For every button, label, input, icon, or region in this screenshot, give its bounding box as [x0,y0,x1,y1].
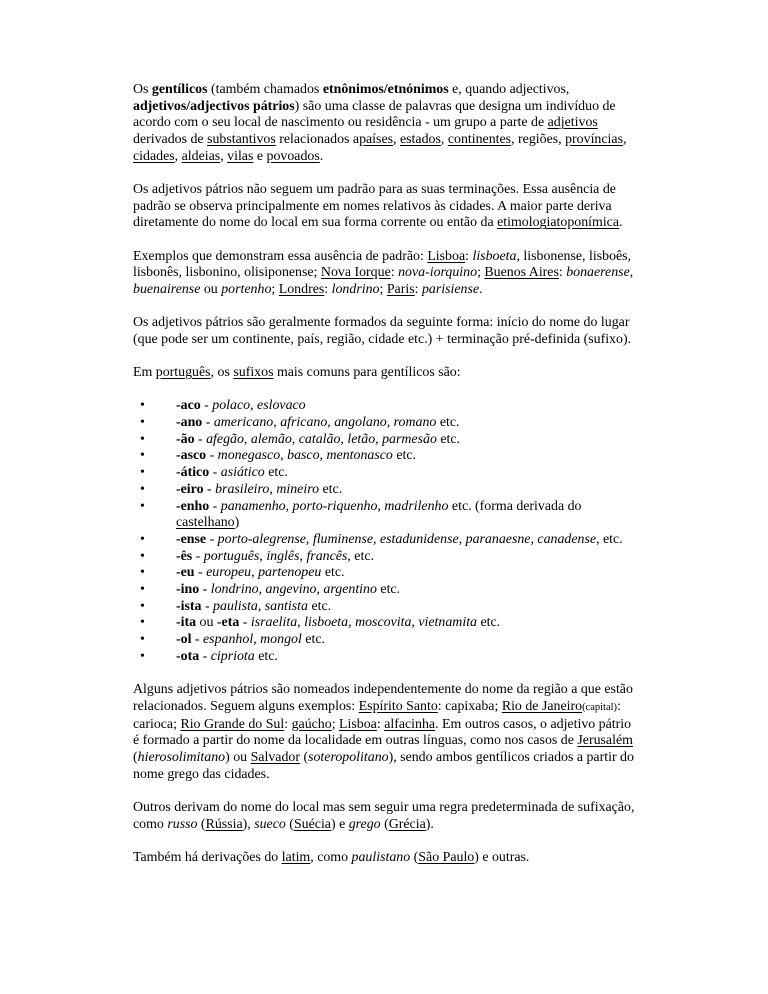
example-italic: moscovita [355,615,412,631]
example-italic: letão [347,431,376,447]
text: ) e outras. [474,849,530,865]
text: ( [410,849,419,865]
text: , [373,531,380,547]
list-item [176,482,638,499]
example-italic: russo [167,816,198,832]
text: ou [196,615,217,631]
suffix-bold: -aco [176,398,201,414]
example-italic: inglês [266,548,300,564]
text: , [319,448,327,464]
text: , lisbonense, lisboês, lisbonês, lisbonino, olisiponense; [133,248,632,281]
suffix-bold: -eta [216,615,240,631]
example-italic: africano [280,415,328,431]
text: , [458,531,466,547]
text: , [530,531,538,547]
text: , [259,548,267,564]
text: , como [310,849,352,865]
link-castelhano[interactable]: castelhano [176,515,235,531]
example-italic: grego [348,816,381,832]
link-suecia[interactable]: Suécia [293,816,331,832]
example-italic: monegasco [217,448,281,464]
text: - [191,632,204,648]
text: . Em outros casos, o adjetivo pátrio é formado a partir do nome da localidade em outras línguas, como nos casos de [133,716,632,749]
example-italic: parisiense [421,282,480,298]
example-italic: mentonasco [326,448,393,464]
text: , [174,148,182,164]
text: . [619,215,623,231]
text: , [280,448,288,464]
example-italic: mongol [260,632,302,648]
list-item [176,615,638,632]
example-italic: sueco [254,816,286,832]
example-italic: mineiro [276,481,320,497]
list-item [176,632,638,649]
suffix-bold: -eu [176,565,195,581]
link-estados[interactable]: estados [399,132,441,148]
suffix-bold: -ão [176,431,195,447]
text: : [558,265,567,281]
text: , [375,431,383,447]
text: . [479,282,483,298]
link-aldeias[interactable]: aldeias [181,148,221,164]
text: etc. [301,632,325,648]
text: , [393,132,400,148]
text: - [199,648,211,664]
paragraph-irregular [133,800,638,833]
paragraph-independent-names [133,682,638,783]
example-italic: angevino [265,582,317,598]
example-italic: estadunidense [379,531,459,547]
link-continentes[interactable]: continentes [447,132,512,148]
text: etc. [321,565,345,581]
text: e [253,148,267,164]
example-italic: eslovaco [257,398,306,414]
example-italic: argentino [323,582,377,598]
text: Alguns adjetivos pátrios são nomeados independentemente do nome da região a que estão relacionados. Seguem alguns exemplos: [133,682,633,714]
text: , [299,548,307,564]
text: , [220,148,228,164]
link-paises[interactable]: países [359,132,394,148]
text: : [376,716,385,732]
link-povoados[interactable]: povoados [266,148,320,164]
suffix-list [133,398,638,665]
text: , etc. [596,531,623,547]
list-item [176,599,638,616]
text: ; [271,282,279,298]
text: - [200,398,213,414]
text: ) [234,515,240,531]
link-gaucho[interactable]: gaúcho [291,716,332,732]
text: - [209,465,221,481]
text: : [414,282,422,298]
text: - [194,565,207,581]
list-item [176,415,638,432]
link-sufixos[interactable]: sufixos [233,365,274,381]
text: - [194,431,207,447]
text: - [209,498,221,514]
example-italic: afegão [206,431,244,447]
text: ) e [330,816,349,832]
text: , [340,431,348,447]
list-item [176,432,638,449]
suffix-bold: -ês [176,548,193,564]
example-italic: basco [287,448,320,464]
text: derivados de [133,132,208,148]
text: Os [133,82,152,97]
text: - [192,548,204,564]
example-italic: paranaesne [465,531,531,547]
link-cidades[interactable]: cidades [133,148,175,164]
text: , [377,498,385,514]
text: , os [210,365,234,381]
text: : [390,265,399,281]
example-italic: lisboeta [472,248,517,264]
text: , [305,531,313,547]
list-item [176,582,638,599]
text: etc. [308,598,332,614]
text: - [203,481,216,497]
text: , [348,615,356,631]
example-italic: lisboeta [304,615,349,631]
text: etc. [477,615,501,631]
suffix-bold: -ista [176,598,202,614]
text: Os adjetivos pátrios não seguem um padrão para as suas terminações. Essa ausência de padrão se observa principalmente em nomes relativos às cidades. A maior parte deriva diretamente do nome do local em sua forma corrente ou então da [133,182,616,231]
suffix-bold: -ense [176,531,207,547]
example-italic: soteropolitano [308,749,389,765]
list-item [176,465,638,482]
text: - [202,415,214,431]
text: etc. [392,448,416,464]
text: , [273,415,281,431]
link-lisboa[interactable]: Lisboa [339,716,377,732]
link-provincias[interactable]: províncias [565,132,623,148]
text: , [622,132,627,148]
text: , [251,565,259,581]
text: : [284,716,292,732]
example-italic: americano [213,415,274,431]
text: Outros derivam do nome do local mas sem seguir uma regra predeterminada de sufixação, como [133,799,635,832]
text: etc. [436,431,461,447]
link-etimologia-toponimica[interactable]: etimologiatoponímica [497,215,620,231]
list-item [176,398,638,415]
link-rio-de-janeiro[interactable]: Rio de Janeiro [501,698,583,714]
example-italic: vietnamita [418,615,477,631]
link-buenos-aires[interactable]: Buenos Aires [484,265,559,281]
example-italic: polaco [212,398,251,414]
text: ; [331,716,340,732]
link-nova-iorque[interactable]: Nova Iorque [320,265,391,281]
text: - [199,582,211,598]
list-item [176,649,638,666]
paragraph-formation [133,315,638,348]
suffix-bold: -ita [176,615,197,631]
text: , regiões, [511,132,566,148]
paragraph-no-pattern [133,182,638,232]
text: ( [285,816,294,832]
text: ; [379,282,387,298]
text: . [319,148,324,164]
text: , [291,431,299,447]
example-italic: portenho [221,282,272,298]
list-item [176,532,638,549]
link-adjetivos[interactable]: adjetivos [547,115,598,131]
text: , [285,498,293,514]
text: , [411,615,419,631]
text: e, quando adjectivos, [448,82,570,97]
example-italic: parmesão [382,431,437,447]
link-salvador[interactable]: Salvador [250,749,300,765]
text: etc. [264,465,288,481]
list-item [176,499,638,532]
text: ( [380,816,389,832]
example-italic: francês [306,548,348,564]
text: relacionados a [275,132,360,148]
text: : carioca; [133,698,621,732]
text: - [206,531,218,547]
example-italic: porto-riquenho [292,498,378,514]
suffix-bold: -enho [176,498,210,514]
example-italic: londrino [210,582,259,598]
link-latim[interactable]: latim [281,849,311,865]
text: ) são uma classe de palavras que designa um indivíduo de acordo com o seu local de nascimento ou residência - um grupo a parte de [133,98,616,131]
text: ), sendo ambos gentílicos criados a partir do nome grego das cidades. [133,749,634,782]
text: , [629,265,634,281]
text: , [258,582,266,598]
example-italic: porto-alegrense [217,531,306,547]
example-italic: europeu [206,565,252,581]
text: , [250,398,258,414]
suffix-bold: -eiro [176,481,204,497]
paragraph-intro [133,82,638,166]
example-italic: londrino [331,282,380,298]
example-italic: partenopeu [258,565,322,581]
text: Em [133,365,156,381]
link-sao-paulo[interactable]: São Paulo [418,849,475,865]
example-italic: panamenho [220,498,286,514]
link-portugues[interactable]: português [155,365,211,381]
text: Exemplos que demonstram essa ausência de padrão: [133,248,428,264]
link-grecia[interactable]: Grécia [388,816,426,832]
text: ) ou [225,749,251,765]
suffix-bold: -ota [176,648,200,664]
link-rio-grande-do-sul[interactable]: Rio Grande do Sul [180,716,285,732]
paragraph-latin [133,850,638,867]
text: , etc. [347,548,374,564]
paragraph-suffix-intro [133,365,638,382]
text: , [386,415,394,431]
term-bold: gentílicos [151,82,208,97]
text: , [243,431,251,447]
capital-note: (capital) [582,701,618,713]
link-russia[interactable]: Rússia [205,816,243,832]
list-item [176,448,638,465]
suffix-bold: -asco [176,448,207,464]
text: Os adjetivos pátrios são geralmente formados da seguinte forma: início do nome do lugar (que pode ser um continente, país, região, cidade etc.) + terminação pré-definida (sufixo). [133,315,632,347]
text: ). [425,816,434,832]
text: : [324,282,332,298]
example-italic: hierosolimitano [137,749,226,765]
text: ( [133,749,138,765]
text: mais comuns para gentílicos são: [273,365,461,381]
text: ; [477,265,485,281]
example-italic: santista [264,598,308,614]
text: etc. [319,481,343,497]
example-italic: buenairense [133,282,201,298]
text: etc. [254,648,278,664]
text: ( [197,816,206,832]
link-substantivos[interactable]: substantivos [207,132,276,148]
suffix-bold: -ano [176,415,203,431]
text: etc. (forma derivada do [448,498,582,514]
link-lisboa[interactable]: Lisboa [427,248,466,264]
suffix-bold: -ino [176,582,200,598]
text: , [253,632,261,648]
text: ou [200,282,222,298]
list-item [176,565,638,582]
example-italic: bonaerense [566,265,630,281]
text: , [269,481,277,497]
text: - [239,615,251,631]
example-italic: angolano [334,415,387,431]
link-vilas[interactable]: vilas [227,148,254,164]
list-item [176,549,638,566]
term-bold: adjetivos/adjectivos pátrios [133,98,295,114]
text: , [327,415,335,431]
link-espirito-santo[interactable]: Espírito Santo [358,698,438,714]
suffix-bold: -ol [176,632,192,648]
example-italic: madrilenho [384,498,449,514]
text: : capixaba; [437,698,502,714]
link-londres[interactable]: Londres [278,282,325,298]
text: , [257,598,265,614]
link-alfacinha[interactable]: alfacinha [384,716,436,732]
example-italic: cipriota [210,648,255,664]
text: etc. [436,415,460,431]
text: , [316,582,324,598]
text: : [465,248,473,264]
example-italic: português [203,548,260,564]
text: - [201,598,214,614]
link-paris[interactable]: Paris [386,282,415,298]
document-page [133,82,638,883]
text: (também chamados [207,82,323,97]
text: , [440,132,448,148]
example-italic: paulistano [351,849,411,865]
term-bold: etnônimos/etnónimos [322,82,449,97]
example-italic: paulista [213,598,258,614]
example-italic: nova-iorquino [398,265,478,281]
text: ( [299,749,309,765]
example-italic: espanhol [203,632,254,648]
text: ), [242,816,255,832]
text: - [206,448,218,464]
link-jerusalem[interactable]: Jerusalém [577,733,633,749]
example-italic: fluminense [312,531,374,547]
suffix-bold: -ático [176,465,210,481]
example-italic: israelita [250,615,298,631]
text: etc. [376,582,401,598]
example-italic: brasileiro [215,481,270,497]
text: Também há derivações do [133,849,282,865]
text: , [297,615,305,631]
example-italic: romano [393,415,437,431]
example-italic: asiático [220,465,265,481]
paragraph-examples [133,249,638,299]
example-italic: canadense [537,531,597,547]
example-italic: catalão [298,431,341,447]
example-italic: alemão [250,431,292,447]
